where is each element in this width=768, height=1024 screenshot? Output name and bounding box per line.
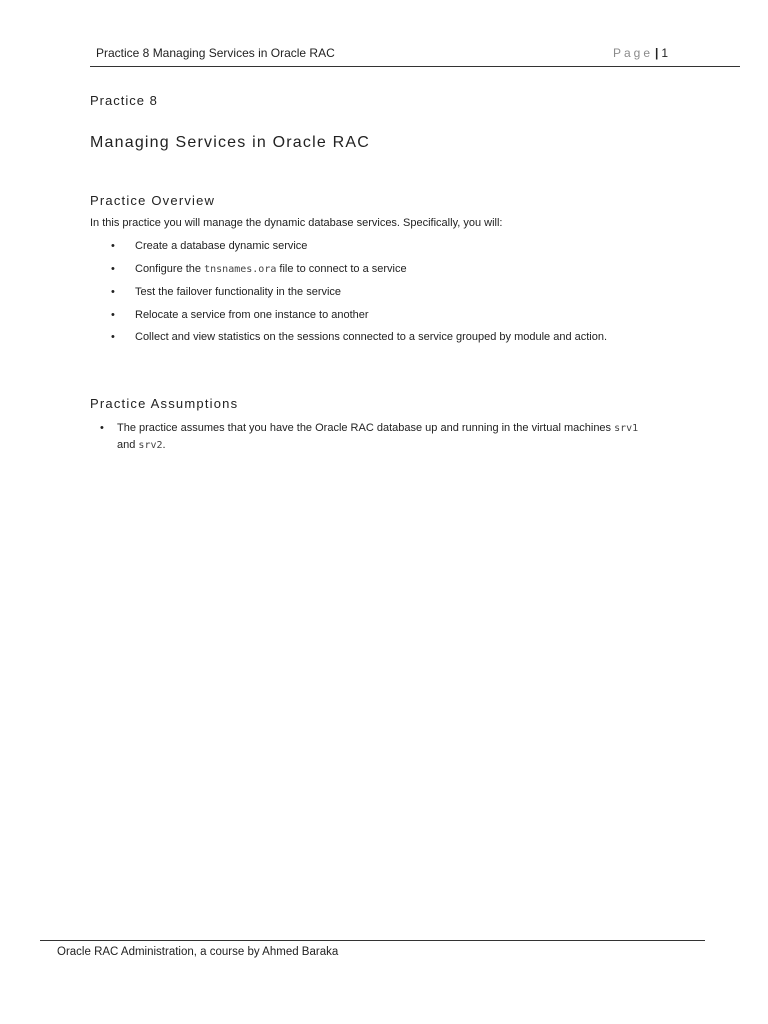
- bullet-icon: •: [100, 422, 104, 434]
- list-item-text: Create a database dynamic service: [135, 240, 308, 252]
- list-item-text: Configure the: [135, 262, 202, 275]
- footer-divider: [40, 940, 705, 941]
- overview-intro: In this practice you will manage the dynamic database services. Specifically, you will:: [90, 217, 503, 229]
- list-item-text: The practice assumes that you have the Oracle RAC database up and running in the virtual machines: [117, 422, 612, 434]
- document-title: Managing Services in Oracle RAC: [90, 134, 370, 151]
- page-header: [90, 44, 740, 67]
- page-word: Page: [613, 46, 654, 60]
- bullet-icon: •: [111, 308, 115, 321]
- page-indicator: [613, 46, 668, 60]
- assumptions-list: [98, 420, 658, 454]
- list-item-text: Relocate a service from one instance to another: [135, 308, 369, 321]
- list-item: [108, 262, 668, 277]
- bullet-icon: •: [111, 262, 115, 275]
- code-host: srv1: [614, 423, 639, 434]
- list-item: [98, 420, 658, 454]
- page-separator: |: [655, 46, 659, 60]
- list-item: [108, 239, 668, 253]
- bullet-icon: •: [111, 240, 115, 252]
- overview-heading: Practice Overview: [90, 193, 216, 208]
- list-item: [108, 308, 668, 322]
- list-item-text: Test the failover functionality in the service: [135, 286, 342, 298]
- list-item: [108, 285, 668, 299]
- list-item-text: Collect and view statistics on the sessions connected to a service grouped by module and action.: [135, 331, 608, 343]
- practice-label: Practice 8: [90, 93, 158, 108]
- assumptions-heading: Practice Assumptions: [90, 396, 239, 411]
- list-item-text: file to connect to a service: [279, 262, 407, 275]
- bullet-icon: •: [111, 286, 115, 298]
- page-number: 1: [661, 46, 669, 60]
- code-filename: tnsnames.ora: [204, 263, 277, 275]
- header-title: Practice 8 Managing Services in Oracle RAC: [96, 46, 335, 60]
- code-host: srv2: [138, 440, 163, 451]
- overview-list: [108, 239, 668, 353]
- footer-text: Oracle RAC Administration, a course by Ahmed Baraka: [57, 946, 339, 958]
- bullet-icon: •: [111, 331, 115, 343]
- list-item-text: .: [162, 439, 166, 451]
- list-item: [108, 330, 668, 344]
- list-item-text: and: [117, 439, 136, 451]
